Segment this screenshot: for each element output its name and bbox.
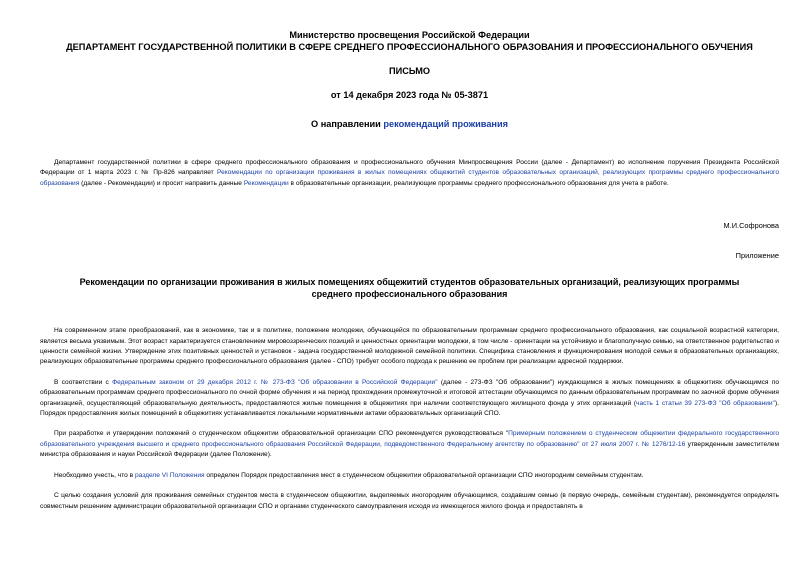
paragraph-3 bbox=[40, 429, 779, 460]
intro-text-1: Департамент государственной политики в сфере среднего профессионального образования и профессионального обучения Минпросвещения России (далее - Департамент) во исполнение поручения Президента Российской Федерации от 1 марта 2023 г. № Пр-826 направляет bbox=[40, 159, 779, 177]
recommendations-link[interactable]: Рекомендации по организации проживания в жилых помещениях общежитий студентов образовательных организаций, реализующих программы среднего профессионального образования bbox=[40, 169, 779, 187]
intro-text-2: (далее - Рекомендации) и просит направить данные bbox=[79, 179, 244, 187]
intro-text-3: в образовательные организации, реализующие программы среднего профессионального образования для учета в работе. bbox=[288, 179, 669, 187]
department-name: ДЕПАРТАМЕНТ ГОСУДАРСТВЕННОЙ ПОЛИТИКИ В СФЕРЕ СРЕДНЕГО ПРОФЕССИОНАЛЬНОГО ОБРАЗОВАНИЯ И ПРОФЕССИОНАЛЬНОГО ОБУЧЕНИЯ bbox=[66, 42, 753, 52]
signature: М.И.Софронова bbox=[723, 221, 779, 231]
p3-text-2: утвержденным заместителем министра образования и науки Российской Федерации (далее Положение). bbox=[40, 440, 779, 459]
recommendations-short-link[interactable]: Рекомендации bbox=[243, 179, 289, 187]
document-date-number: от 14 декабря 2023 года № 05-3871 bbox=[330, 90, 489, 100]
article-39-link[interactable]: часть 1 статьи 39 273-ФЗ "Об образовании" bbox=[636, 399, 775, 407]
ministry-name: Министерство просвещения Российской Федерации bbox=[289, 30, 530, 40]
p3-text-1: При разработке и утверждении положений о студенческом общежитии образовательной организации СПО рекомендуется руководствоваться " bbox=[54, 430, 509, 438]
appendix-label: Приложение bbox=[735, 251, 779, 261]
p2-text-1: В соответствии с bbox=[54, 378, 113, 386]
section-vi-link[interactable]: разделе VI Положения bbox=[135, 471, 205, 479]
p2-text-2: (далее - 273-ФЗ "Об образовании") нуждающимся в жилых помещениях в общежитиях обучающимся по образовательным программам среднего профессионального по очной форме обучения и на период прохождения промежуточной и итоговой аттестации обучающимся по данным образовательным программам по заочной форме обучения организацией, осуществляющей образовательную деятельность, предоставляются жилые помещения в общежитиях при наличии соответствующего жилищного фонда у этих организаций ( bbox=[40, 378, 779, 407]
p2-text-3: ). Порядок предоставления жилых помещений в общежитиях устанавливается локальными нормативными актами образовательных организаций СПО. bbox=[40, 399, 779, 418]
document-subject bbox=[40, 118, 779, 130]
p4-text-2: определен Порядок предоставления мест в студенческом общежитии образовательной организации СПО иногородним семейным студентам. bbox=[204, 471, 644, 479]
paragraph-4 bbox=[40, 471, 779, 481]
document-type: ПИСЬМО bbox=[388, 66, 431, 76]
subject-prefix: О направлении bbox=[311, 119, 384, 129]
p4-text-1: Необходимо учесть, что в bbox=[54, 471, 135, 479]
recommendations-title: Рекомендации по организации проживания в жилых помещениях общежитий студентов образовательных организаций, реализующих программы среднего профессионального образования bbox=[79, 277, 740, 300]
model-regulation-link[interactable]: Примерным положением о студенческом общежитии федерального государственного образовательного учреждения высшего и среднего профессионального образования Российской Федерации, подведомственного Федеральному агентству по образованию" от 27 июля 2007 г. № 1276/12-16 bbox=[40, 430, 779, 448]
subject-link[interactable]: рекомендаций проживания bbox=[383, 119, 508, 129]
intro-paragraph bbox=[40, 158, 779, 189]
paragraph-1: На современном этапе преобразований, как в экономике, так и в политике, положение молодежи, обучающейся по образовательным программам среднего профессионального образования, как социальной возрастной категории, является весьма уязвимым. Этот возраст характеризуется становлением мировоззренческих позиций и ценностных ориентации молодежи, в том числе - ориентации на устойчивую и благополучную семью, на ответственное родительство и ценности семейной жизни. Утверждение этих позитивных ценностей и установок - задача государственной молодежной семейной политики. Специфика становления и функционирования молодой семьи в образовательных организациях, реализующих образовательные программы среднего профессионального образования (далее - СПО) требует особого подхода к решению ее проблем при реализации адресной поддержки. bbox=[40, 327, 779, 366]
federal-law-link[interactable]: Федеральным законом от 29 декабря 2012 г. № 273-ФЗ "Об образовании в Российской Федерации" bbox=[112, 378, 438, 386]
paragraph-2 bbox=[40, 378, 779, 420]
paragraph-5: С целью создания условий для проживания семейных студентов места в студенческом общежитии, выделяемых иногородним обучающимся, создавшим семью (в первую очередь, семейным студентам), рекомендуется определять совместным решением администрации образовательной организации СПО и органами студенческого самоуправления исходя из имеющегося жилого фонда и предоставлять в bbox=[40, 492, 779, 510]
